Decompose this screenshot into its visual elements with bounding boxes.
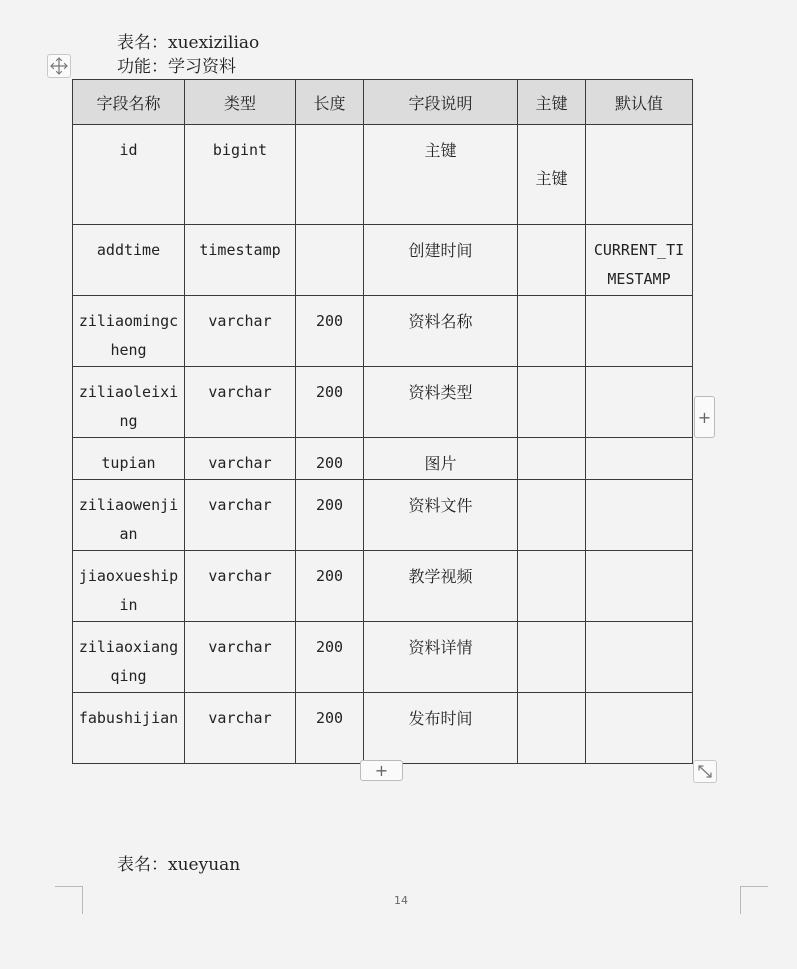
page-number: 14: [394, 894, 408, 907]
cell-field-name[interactable]: tupian: [73, 438, 185, 480]
table-row: [73, 296, 693, 367]
cell-field-name[interactable]: id: [73, 125, 185, 225]
cell-primary-key[interactable]: [518, 622, 586, 693]
cell-type[interactable]: varchar: [185, 480, 296, 551]
table-row: [73, 367, 693, 438]
cell-default[interactable]: [586, 693, 693, 764]
header-primary-key: 主键: [518, 80, 586, 125]
cell-length[interactable]: 200: [296, 551, 364, 622]
table-row: [73, 480, 693, 551]
table-row: [73, 622, 693, 693]
cell-description[interactable]: 资料类型: [364, 367, 518, 438]
cell-description[interactable]: 创建时间: [364, 225, 518, 296]
header-field-name: 字段名称: [73, 80, 185, 125]
move-arrows-icon: [48, 55, 70, 77]
table-header-row: [73, 80, 693, 125]
cell-description[interactable]: 资料名称: [364, 296, 518, 367]
table-row: [73, 225, 693, 296]
cell-field-name[interactable]: addtime: [73, 225, 185, 296]
cell-type[interactable]: varchar: [185, 693, 296, 764]
cell-primary-key[interactable]: [518, 438, 586, 480]
table-row: [73, 438, 693, 480]
cell-length[interactable]: 200: [296, 480, 364, 551]
cell-description[interactable]: 图片: [364, 438, 518, 480]
cell-field-name[interactable]: jiaoxueshipin: [73, 551, 185, 622]
cell-type[interactable]: varchar: [185, 622, 296, 693]
primary-key-text: 主键: [535, 169, 568, 188]
next-table-name-label: 表名：xueyuan: [117, 855, 241, 875]
cell-description[interactable]: 资料文件: [364, 480, 518, 551]
cell-length[interactable]: [296, 125, 364, 225]
cell-primary-key[interactable]: [518, 367, 586, 438]
cell-field-name[interactable]: ziliaoxiangqing: [73, 622, 185, 693]
cell-default[interactable]: [586, 125, 693, 225]
cell-primary-key[interactable]: [518, 296, 586, 367]
table-move-handle[interactable]: [47, 54, 71, 78]
cell-description[interactable]: 资料详情: [364, 622, 518, 693]
header-length: 长度: [296, 80, 364, 125]
add-column-button[interactable]: +: [694, 396, 715, 438]
table-function-label: 功能：学习资料: [117, 57, 236, 77]
cell-type[interactable]: varchar: [185, 551, 296, 622]
cell-default[interactable]: [586, 551, 693, 622]
field-table: [72, 79, 693, 764]
cell-primary-key[interactable]: [518, 225, 586, 296]
cell-type[interactable]: varchar: [185, 367, 296, 438]
cell-description[interactable]: 发布时间: [364, 693, 518, 764]
cell-default[interactable]: [586, 480, 693, 551]
cell-default[interactable]: [586, 367, 693, 438]
cell-default[interactable]: CURRENT_TIMESTAMP: [586, 225, 693, 296]
cell-description[interactable]: 教学视频: [364, 551, 518, 622]
table-name-label: 表名：xuexiziliao: [117, 33, 260, 53]
page-margin-corner-right: [740, 886, 768, 914]
cell-type[interactable]: varchar: [185, 438, 296, 480]
resize-diagonal-icon: [694, 761, 716, 782]
cell-primary-key[interactable]: [518, 693, 586, 764]
header-default: 默认值: [586, 80, 693, 125]
table-resize-handle[interactable]: [693, 760, 717, 783]
cell-primary-key[interactable]: [518, 551, 586, 622]
table-row: [73, 125, 693, 225]
cell-length[interactable]: 200: [296, 622, 364, 693]
cell-default[interactable]: [586, 622, 693, 693]
cell-type[interactable]: timestamp: [185, 225, 296, 296]
header-description: 字段说明: [364, 80, 518, 125]
header-type: 类型: [185, 80, 296, 125]
table-row: [73, 693, 693, 764]
cell-primary-key[interactable]: [518, 125, 586, 225]
cell-default[interactable]: [586, 296, 693, 367]
cell-length[interactable]: 200: [296, 693, 364, 764]
cell-description[interactable]: 主键: [364, 125, 518, 225]
cell-length[interactable]: 200: [296, 367, 364, 438]
cell-length[interactable]: [296, 225, 364, 296]
table-row: [73, 551, 693, 622]
cell-length[interactable]: 200: [296, 296, 364, 367]
cell-field-name[interactable]: fabushijian: [73, 693, 185, 764]
cell-default[interactable]: [586, 438, 693, 480]
cell-field-name[interactable]: ziliaowenjian: [73, 480, 185, 551]
cell-field-name[interactable]: ziliaomingcheng: [73, 296, 185, 367]
add-row-button[interactable]: +: [360, 760, 403, 781]
cell-type[interactable]: varchar: [185, 296, 296, 367]
cell-field-name[interactable]: ziliaoleixing: [73, 367, 185, 438]
page-margin-corner-left: [55, 886, 83, 914]
cell-length[interactable]: 200: [296, 438, 364, 480]
cell-type[interactable]: bigint: [185, 125, 296, 225]
cell-primary-key[interactable]: [518, 480, 586, 551]
